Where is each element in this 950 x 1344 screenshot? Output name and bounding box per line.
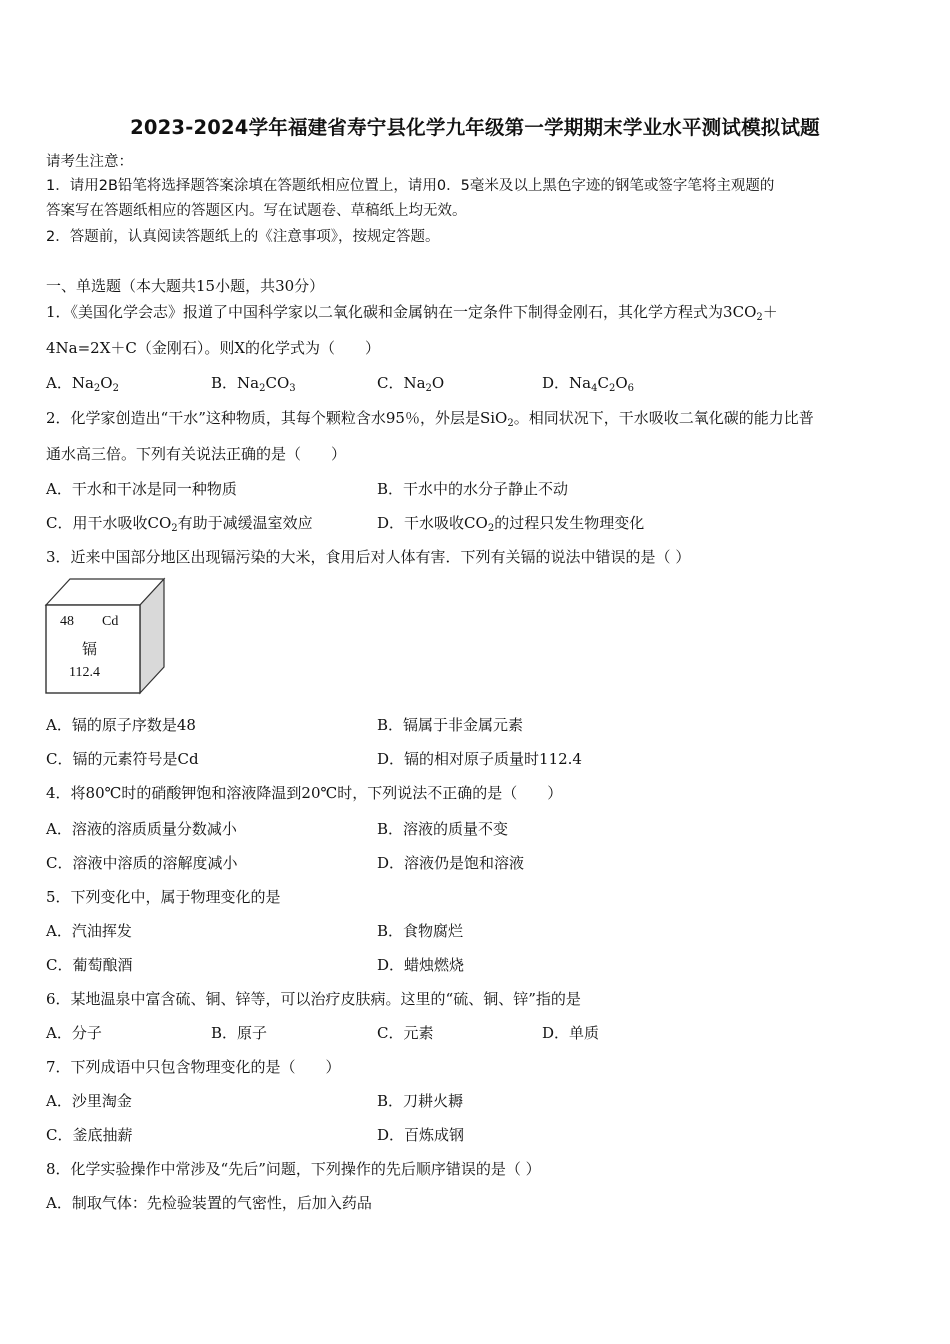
notice-heading: 请考生注意： — [46, 154, 133, 170]
page-title: 2023-2024学年福建省寿宁县化学九年级第一学期期末学业水平测试模拟试题 — [130, 116, 820, 139]
notice-line-1a: 1．请用2B铅笔将选择题答案涂填在答题纸相应位置上，请用0．5毫米及以上黑色字迹的钢笔或签字笔将主观题的 — [46, 178, 775, 194]
q4-option-d[interactable]: D．溶液仍是饱和溶液 — [377, 854, 525, 872]
q8-option-a[interactable]: A．制取气体：先检验装置的气密性，后加入药品 — [46, 1194, 372, 1212]
q7-option-d[interactable]: D．百炼成钢 — [377, 1126, 465, 1144]
q7-stem: 7．下列成语中只包含物理变化的是（ ） — [46, 1058, 341, 1076]
q6-option-a[interactable]: A．分子 — [46, 1024, 102, 1042]
q5-option-d[interactable]: D．蜡烛燃烧 — [377, 956, 465, 974]
q5-option-a[interactable]: A．汽油挥发 — [46, 922, 132, 940]
q2-option-d[interactable]: D．干水吸收$CO_2$的过程只发生物理变化 — [377, 514, 645, 534]
q5-option-b[interactable]: B．食物腐烂 — [377, 922, 464, 940]
q4-option-b[interactable]: B．溶液的质量不变 — [377, 820, 509, 838]
q1-stem-line2: 4Na=2X＋C（金刚石）。则X的化学式为（ ） — [46, 339, 381, 357]
q4-stem: 4．将80℃时的硝酸钾饱和溶液降温到20℃时，下列说法不正确的是（ ） — [46, 784, 563, 802]
q2-option-b[interactable]: B．干水中的水分子静止不动 — [377, 480, 569, 498]
q5-option-c[interactable]: C．葡萄酿酒 — [46, 956, 133, 974]
q1-stem-text: 1．《美国化学会志》报道了中国科学家以二氧化碳和金属钠在一定条件下制得金刚石，其化学方程式为3CO — [46, 303, 757, 321]
q6-option-c[interactable]: C．元素 — [377, 1024, 434, 1042]
q6-option-b[interactable]: B．原子 — [211, 1024, 268, 1042]
q7-option-b[interactable]: B．刀耕火耨 — [377, 1092, 464, 1110]
q6-stem: 6．某地温泉中富含硫、铜、锌等，可以治疗皮肤病。这里的“硫、铜、锌”指的是 — [46, 990, 581, 1008]
q3-option-b[interactable]: B．镉属于非金属元素 — [377, 716, 524, 734]
element-atomic-number: 48 — [60, 614, 74, 629]
q1-option-c[interactable]: C．$Na_2O$ — [377, 374, 445, 394]
q4-option-a[interactable]: A．溶液的溶质质量分数减小 — [46, 820, 237, 838]
element-cube-icon — [44, 577, 168, 695]
element-atomic-mass: 112.4 — [69, 665, 100, 680]
section-heading: 一、单选题（本大题共15小题，共30分） — [46, 277, 325, 295]
q2-stem-line2: 通水高三倍。下列有关说法正确的是（ ） — [46, 445, 347, 463]
q1-stem-plus: ＋ — [762, 303, 778, 321]
q3-option-a[interactable]: A．镉的原子序数是48 — [46, 716, 196, 734]
q3-option-c[interactable]: C．镉的元素符号是Cd — [46, 750, 199, 768]
q7-option-c[interactable]: C．釜底抽薪 — [46, 1126, 133, 1144]
q6-option-d[interactable]: D．单质 — [542, 1024, 600, 1042]
q1-option-d[interactable]: D．$Na_4C_2O_6$ — [542, 374, 635, 394]
q2-option-c[interactable]: C．用干水吸收$CO_2$有助于减缓温室效应 — [46, 514, 313, 534]
q3-stem: 3．近来中国部分地区出现镉污染的大米，食用后对人体有害．下列有关镉的说法中错误的是（ ） — [46, 548, 691, 566]
q1-stem-line1 — [46, 302, 778, 322]
q1-option-a[interactable]: A．$Na_2O_2$ — [46, 374, 119, 394]
element-cell-figure — [44, 577, 168, 695]
notice-line-2: 2．答题前，认真阅读答题纸上的《注意事项》，按规定答题。 — [46, 229, 440, 245]
q7-option-a[interactable]: A．沙里淘金 — [46, 1092, 132, 1110]
notice-line-1b: 答案写在答题纸相应的答题区内。写在试题卷、草稿纸上均无效。 — [46, 203, 467, 219]
q3-option-d[interactable]: D．镉的相对原子质量时112.4 — [377, 750, 582, 768]
q8-stem: 8．化学实验操作中常涉及“先后”问题，下列操作的先后顺序错误的是（ ） — [46, 1160, 541, 1178]
element-symbol: Cd — [102, 614, 119, 629]
q2-option-a[interactable]: A．干水和干冰是同一种物质 — [46, 480, 237, 498]
element-name: 镉 — [82, 640, 98, 658]
q1-stem-sub: 2 — [756, 312, 763, 323]
q2-stem-line1: 2．化学家创造出“干水”这种物质，其每个颗粒含水95％，外层是SiO$_2$。相同状况下，干水吸收二氧化碳的能力比普 — [46, 409, 814, 429]
q4-option-c[interactable]: C．溶液中溶质的溶解度减小 — [46, 854, 238, 872]
q1-option-b[interactable]: B．$Na_2CO_3$ — [211, 374, 296, 394]
q5-stem: 5．下列变化中，属于物理变化的是 — [46, 888, 281, 906]
